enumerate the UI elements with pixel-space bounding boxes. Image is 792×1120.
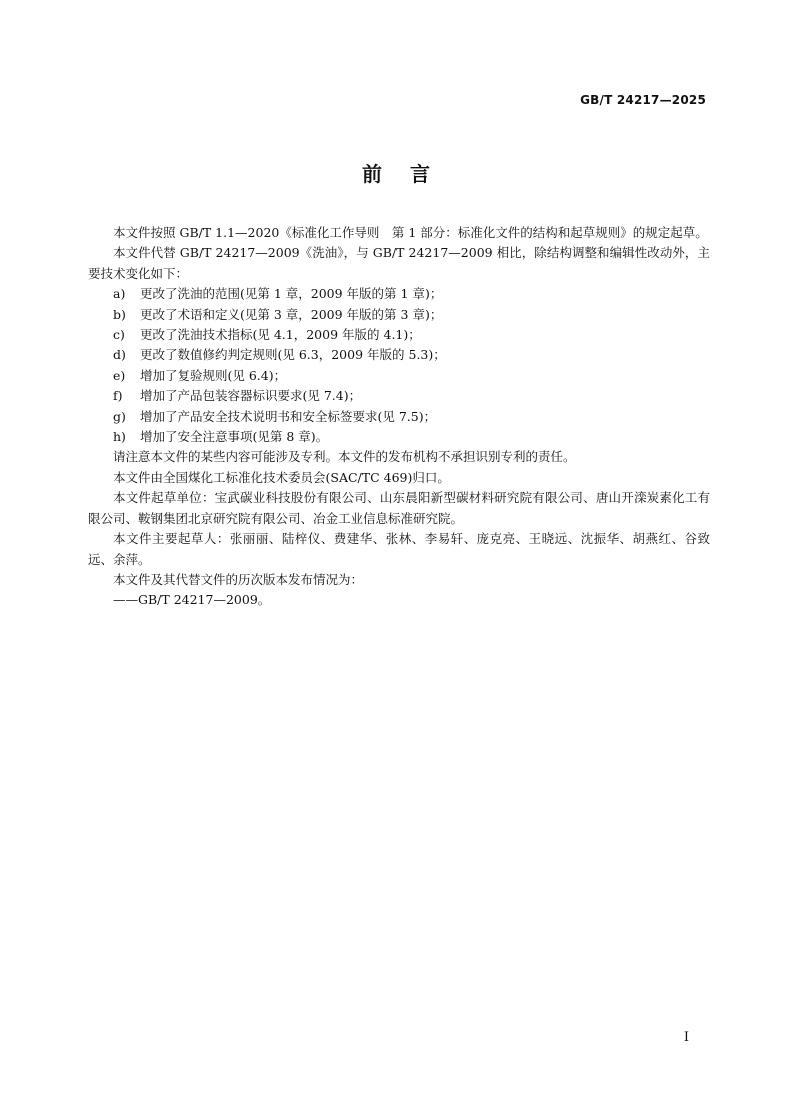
list-item: [88, 305, 710, 325]
list-marker: d): [113, 347, 126, 363]
list-marker: c): [113, 327, 125, 343]
list-item-text: 更改了术语和定义(见第 3 章，2009 年版的第 3 章)；: [140, 306, 443, 322]
list-item-text: 增加了产品包装容器标识要求(见 7.4)；: [140, 388, 362, 404]
list-marker: h): [113, 429, 126, 445]
list-marker: b): [113, 306, 126, 322]
list-item-text: 更改了数值修约判定规则(见 6.3，2009 年版的 5.3)；: [140, 347, 446, 363]
list-marker: e): [113, 367, 126, 383]
paragraph-history-item: ——GB/T 24217—2009。: [113, 592, 271, 608]
list-item-text: 增加了产品安全技术说明书和安全标签要求(见 7.5)；: [140, 408, 437, 424]
list-item-text: 增加了复验规则(见 6.4)；: [140, 367, 287, 383]
paragraph-history-intro: 本文件及其代替文件的历次版本发布情况为：: [113, 571, 364, 587]
list-marker: f): [113, 388, 123, 404]
list-item: [88, 407, 710, 427]
paragraph-drafting-units: 本文件起草单位：宝武碳业科技股份有限公司、山东晨阳新型碳材料研究院有限公司、唐山开滦炭素化工有限公司、鞍钢集团北京研究院有限公司、冶金工业信息标准研究院。: [88, 490, 710, 526]
list-item: [88, 284, 710, 304]
page-title: 前言: [362, 162, 458, 186]
foreword-body: [88, 223, 710, 611]
list-item-text: 更改了洗油的范围(见第 1 章，2009 年版的第 1 章)；: [140, 286, 443, 302]
list-item: [88, 345, 710, 365]
paragraph-committee: 本文件由全国煤化工标准化技术委员会(SAC/TC 469)归口。: [113, 469, 450, 485]
paragraph-drafting-rules: 本文件按照 GB/T 1.1—2020《标准化工作导则 第 1 部分：标准化文件的结构和起草规则》的规定起草。: [113, 225, 708, 240]
list-item: [88, 386, 710, 406]
paragraph-replacement: 本文件代替 GB/T 24217—2009《洗油》，与 GB/T 24217—2009 相比，除结构调整和编辑性改动外，主要技术变化如下：: [88, 245, 710, 281]
list-marker: a): [113, 286, 126, 302]
list-marker: g): [113, 408, 126, 424]
changes-list: [88, 284, 710, 447]
list-item-text: 更改了洗油技术指标(见 4.1，2009 年版的 4.1)；: [140, 327, 421, 343]
paragraph-drafters: 本文件主要起草人：张丽丽、陆梓仪、费建华、张林、李易轩、庞克亮、王晓远、沈振华、胡燕红、谷致远、余萍。: [88, 531, 710, 567]
list-item-text: 增加了安全注意事项(见第 8 章)。: [140, 429, 329, 445]
standard-code: GB/T 24217—2025: [580, 93, 706, 107]
list-item: [88, 366, 710, 386]
list-item: [88, 427, 710, 447]
list-item: [88, 325, 710, 345]
paragraph-patent-notice: 请注意本文件的某些内容可能涉及专利。本文件的发布机构不承担识别专利的责任。: [113, 449, 576, 465]
page-number: I: [683, 1030, 689, 1045]
